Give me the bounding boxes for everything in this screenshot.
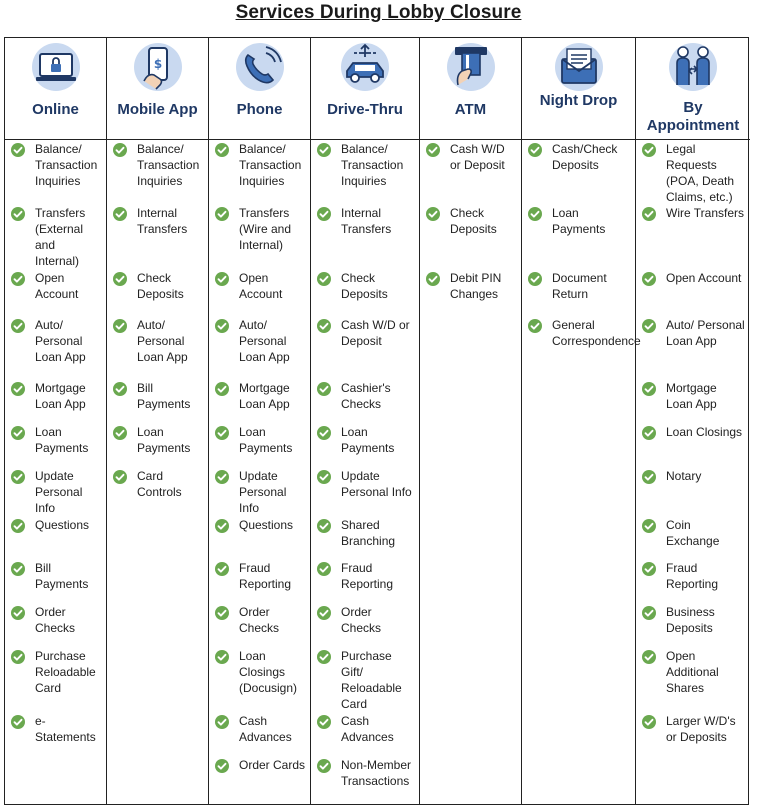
check-icon (317, 382, 331, 396)
service-label: Internal Transfers (341, 206, 392, 236)
service-label: Check Deposits (137, 271, 184, 301)
service-label: Loan Payments (239, 425, 293, 455)
service-label: Loan Payments (35, 425, 89, 455)
service-label: Mortgage Loan App (239, 381, 290, 411)
service-label: Cash W/D or Deposit (341, 318, 410, 348)
column-header-label: Phone (236, 101, 283, 118)
column-header (107, 38, 208, 140)
check-icon (113, 470, 127, 484)
service-label: Questions (35, 518, 90, 532)
column-night-drop (522, 38, 641, 804)
check-icon (11, 519, 25, 533)
check-icon (528, 143, 542, 157)
check-icon (113, 319, 127, 333)
check-icon (317, 650, 331, 664)
service-label: Balance/ Transaction Inquiries (35, 142, 98, 188)
service-label: Larger W/D's or Deposits (666, 714, 736, 744)
service-label: Balance/ Transaction Inquiries (341, 142, 404, 188)
check-icon (642, 319, 656, 333)
check-icon (113, 426, 127, 440)
column-drive-thru (311, 38, 420, 804)
check-icon (317, 562, 331, 576)
service-label: Order Cards (239, 758, 306, 772)
service-label: Fraud Reporting (341, 561, 394, 591)
check-icon (215, 715, 229, 729)
check-icon (215, 207, 229, 221)
service-label: Balance/ Transaction Inquiries (137, 142, 200, 188)
service-label: Cash/Check Deposits (552, 142, 618, 172)
column-header-label: Night Drop (539, 92, 618, 109)
check-icon (642, 606, 656, 620)
service-label: Update Personal Info (35, 469, 83, 515)
column-header (636, 38, 750, 140)
service-label: Auto/ Personal Loan App (666, 318, 745, 348)
service-label: Bill Payments (137, 381, 191, 411)
check-icon (317, 759, 331, 773)
check-icon (215, 382, 229, 396)
service-label: Loan Closings (666, 425, 743, 439)
check-icon (11, 382, 25, 396)
check-icon (317, 272, 331, 286)
check-icon (317, 319, 331, 333)
service-label: Mortgage Loan App (666, 381, 717, 411)
check-icon (113, 143, 127, 157)
service-label: Open Account (239, 271, 283, 301)
check-icon (215, 426, 229, 440)
service-label: Purchase Gift/ Reloadable Card (341, 649, 402, 711)
page-title: Services During Lobby Closure (235, 2, 522, 23)
service-label: Loan Payments (137, 425, 191, 455)
check-icon (317, 606, 331, 620)
column-phone (209, 38, 311, 804)
column-header (420, 38, 521, 140)
service-label: Loan Payments (341, 425, 395, 455)
check-icon (528, 272, 542, 286)
column-header-label: By Appointment (646, 99, 740, 134)
check-icon (113, 272, 127, 286)
check-icon (317, 426, 331, 440)
check-icon (317, 143, 331, 157)
services-table (4, 37, 749, 805)
check-icon (215, 650, 229, 664)
laptop-lock-icon (30, 41, 82, 93)
service-label: Business Deposits (666, 605, 715, 635)
column-header (209, 38, 310, 140)
check-icon (642, 562, 656, 576)
service-label: Auto/ Personal Loan App (35, 318, 86, 364)
service-label: Order Checks (341, 605, 382, 635)
check-icon (642, 650, 656, 664)
column-mobile-app (107, 38, 209, 804)
service-label: Loan Payments (552, 206, 606, 236)
column-header (5, 38, 106, 140)
service-label: Order Checks (239, 605, 280, 635)
column-header-label: Mobile App (117, 101, 198, 118)
column-header (522, 38, 635, 140)
column-header-label: Online (32, 101, 79, 118)
column-atm (420, 38, 522, 804)
check-icon (215, 143, 229, 157)
service-label: Order Checks (35, 605, 76, 635)
service-label: Check Deposits (450, 206, 497, 236)
check-icon (317, 519, 331, 533)
service-label: Wire Transfers (666, 206, 745, 220)
svg-text:$: $ (153, 57, 162, 71)
service-label: Shared Branching (341, 518, 396, 548)
service-label: Purchase Reloadable Card (35, 649, 96, 695)
service-label: Transfers (Wire and Internal) (239, 206, 292, 252)
service-label: Loan Closings (Docusign) (239, 649, 298, 695)
check-icon (215, 470, 229, 484)
envelope-icon (553, 41, 605, 93)
column-by-appointment (636, 38, 750, 804)
check-icon (426, 272, 440, 286)
check-icon (11, 143, 25, 157)
service-label: Mortgage Loan App (35, 381, 86, 411)
service-label: Notary (666, 469, 702, 483)
check-icon (528, 319, 542, 333)
check-icon (215, 759, 229, 773)
check-icon (11, 426, 25, 440)
service-label: Questions (239, 518, 294, 532)
check-icon (11, 650, 25, 664)
service-label: Cash Advances (239, 714, 292, 744)
check-icon (642, 715, 656, 729)
check-icon (113, 382, 127, 396)
service-label: General Correspondence (552, 318, 641, 348)
service-label: Auto/ Personal Loan App (239, 318, 290, 364)
check-icon (317, 470, 331, 484)
column-online (5, 38, 107, 804)
check-icon (11, 606, 25, 620)
check-icon (11, 715, 25, 729)
check-icon (426, 207, 440, 221)
service-label: Legal Requests (POA, Death Claims, etc.) (666, 142, 735, 204)
check-icon (642, 382, 656, 396)
people-meeting-icon (667, 41, 719, 93)
service-label: Transfers (External and Internal) (35, 206, 86, 268)
check-icon (642, 426, 656, 440)
check-icon (215, 562, 229, 576)
check-icon (642, 143, 656, 157)
service-label: Open Account (35, 271, 79, 301)
service-label: Document Return (552, 271, 607, 301)
service-label: Open Account (666, 271, 742, 285)
service-label: Update Personal Info (239, 469, 287, 515)
check-icon (215, 272, 229, 286)
check-icon (317, 207, 331, 221)
check-icon (528, 207, 542, 221)
service-label: Fraud Reporting (239, 561, 292, 591)
check-icon (317, 715, 331, 729)
column-header-label: Drive-Thru (327, 101, 403, 118)
service-label: Internal Transfers (137, 206, 188, 236)
mobile-phone-icon (132, 41, 184, 93)
check-icon (11, 272, 25, 286)
service-label: Update Personal Info (341, 469, 412, 499)
check-icon (11, 470, 25, 484)
service-label: Balance/ Transaction Inquiries (239, 142, 302, 188)
service-label: Auto/ Personal Loan App (137, 318, 188, 364)
check-icon (215, 519, 229, 533)
service-label: Coin Exchange (666, 518, 720, 548)
service-label: Fraud Reporting (666, 561, 719, 591)
atm-card-icon (445, 41, 497, 93)
check-icon (11, 562, 25, 576)
check-icon (215, 319, 229, 333)
service-label: e-Statements (35, 714, 96, 744)
check-icon (642, 272, 656, 286)
service-label: Non-Member Transactions (341, 758, 412, 788)
check-icon (11, 207, 25, 221)
check-icon (642, 470, 656, 484)
check-icon (113, 207, 127, 221)
column-header-label: ATM (454, 101, 487, 118)
service-label: Bill Payments (35, 561, 89, 591)
phone-handset-icon (234, 41, 286, 93)
service-label: Card Controls (137, 469, 182, 499)
service-label: Check Deposits (341, 271, 388, 301)
check-icon (642, 207, 656, 221)
service-label: Cashier's Checks (341, 381, 391, 411)
check-icon (215, 606, 229, 620)
check-icon (642, 519, 656, 533)
service-label: Cash Advances (341, 714, 394, 744)
check-icon (11, 319, 25, 333)
service-label: Open Additional Shares (666, 649, 719, 695)
column-header (311, 38, 419, 140)
check-icon (426, 143, 440, 157)
car-icon (339, 41, 391, 93)
service-label: Debit PIN Changes (450, 271, 502, 301)
service-label: Cash W/D or Deposit (450, 142, 505, 172)
